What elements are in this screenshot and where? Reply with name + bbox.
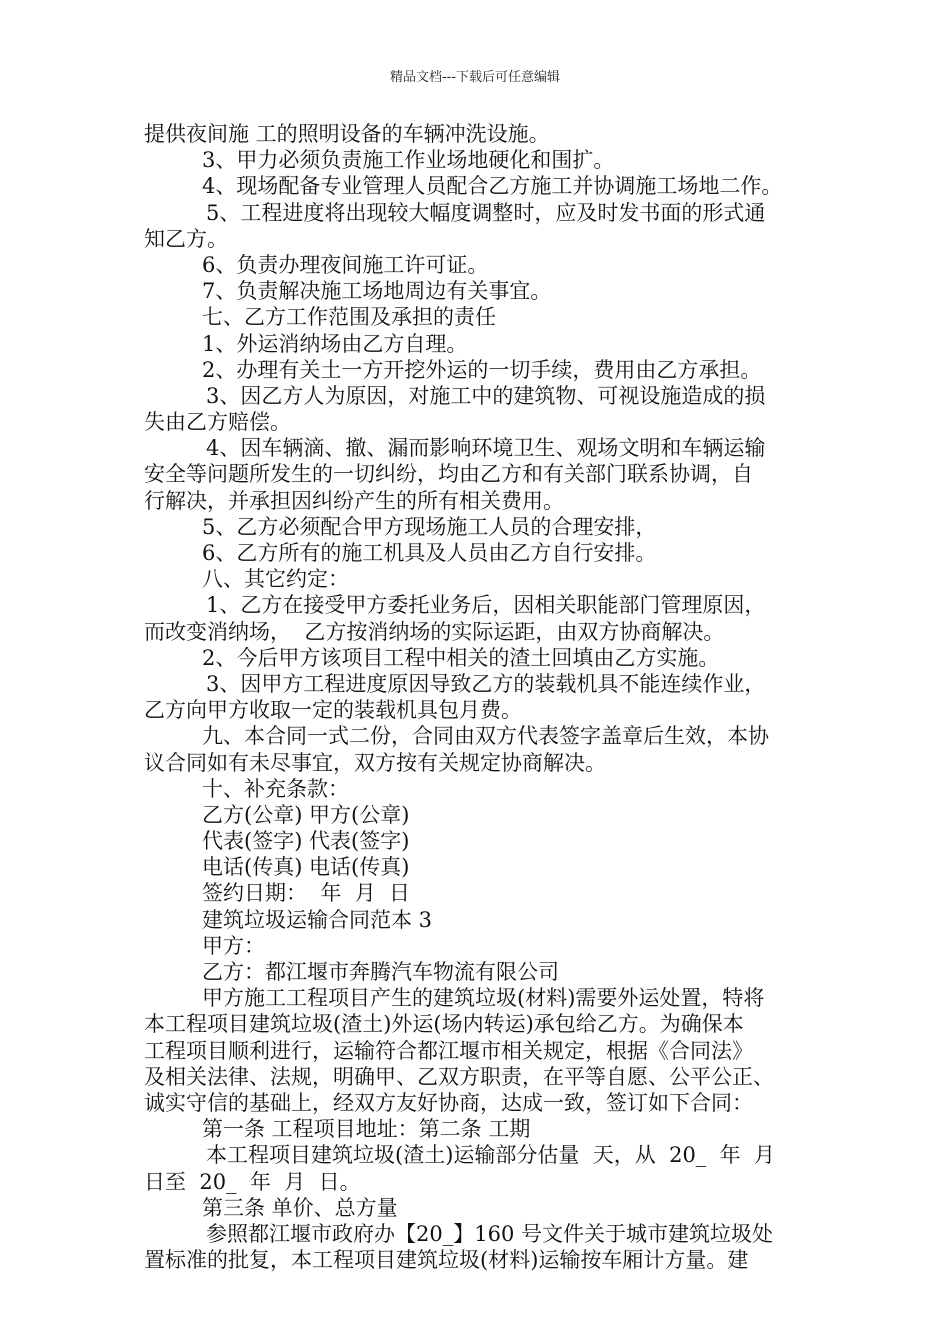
text-line: 3、因乙方人为原因，对施工中的建筑物、可视设施造成的损 bbox=[206, 383, 766, 408]
text-line: 本工程项目建筑垃圾(渣土)运输部分估量 天，从 20_ 年 月 bbox=[206, 1143, 776, 1168]
text-line: 日至 20_ 年 月 日。 bbox=[144, 1169, 361, 1194]
text-line: 签约日期： 年 月 日 bbox=[202, 881, 411, 906]
text-line: 1、乙方在接受甲方委托业务后，因相关职能部门管理原因， bbox=[206, 593, 766, 618]
text-line: 4、现场配备专业管理人员配合乙方施工并协调施工场地二作。 bbox=[202, 174, 783, 199]
text-line: 诚实守信的基础上，经双方友好协商，达成一致，签订如下合同： bbox=[144, 1090, 753, 1115]
text-line: 甲方： bbox=[202, 933, 265, 958]
text-line: 电话(传真) 电话(传真) bbox=[202, 855, 410, 880]
text-line: 而改变消纳场， 乙方按消纳场的实际运距，由双方协商解决。 bbox=[144, 619, 725, 644]
text-line: 安全等问题所发生的一切纠纷，均由乙方和有关部门联系协调，自 bbox=[144, 462, 753, 487]
text-line: 5、乙方必须配合甲方现场施工人员的合理安排， bbox=[202, 514, 657, 539]
text-line: 工程项目顺利进行，运输符合都江堰市相关规定，根据《合同法》 bbox=[144, 1038, 753, 1063]
text-line: 知乙方。 bbox=[144, 226, 228, 251]
text-line: 失由乙方赔偿。 bbox=[144, 410, 291, 435]
text-line: 乙方向甲方收取一定的装载机具包月费。 bbox=[144, 698, 522, 723]
text-line: 九、本合同一式二份，合同由双方代表签字盖章后生效，本协 bbox=[202, 724, 769, 749]
page-header: 精品文档---下载后可任意编辑 bbox=[389, 70, 561, 85]
text-line: 1、外运消纳场由乙方自理。 bbox=[202, 331, 468, 356]
text-line: 本工程项目建筑垃圾(渣土)外运(场内转运)承包给乙方。为确保本 bbox=[144, 1012, 744, 1037]
text-line: 7、负责解决施工场地周边有关事宜。 bbox=[202, 279, 552, 304]
text-line: 2、今后甲方该项目工程中相关的渣土回填由乙方实施。 bbox=[202, 645, 720, 670]
text-line: 八、其它约定： bbox=[202, 567, 349, 592]
text-line: 议合同如有未尽事宜，双方按有关规定协商解决。 bbox=[144, 750, 606, 775]
text-line: 提供夜间施 工的照明设备的车辆冲洗设施。 bbox=[144, 122, 550, 146]
text-line: 5、工程进度将出现较大幅度调整时，应及时发书面的形式通 bbox=[206, 200, 766, 225]
text-line: 3、甲力必须负责施工作业场地硬化和围扩。 bbox=[202, 148, 615, 173]
text-line: 第一条 工程项目地址：第二条 工期 bbox=[202, 1117, 531, 1142]
text-line: 6、负责办理夜间施工许可证。 bbox=[202, 252, 489, 277]
text-line: 2、办理有关土一方开挖外运的一切手续，费用由乙方承担。 bbox=[202, 357, 762, 382]
document-body bbox=[144, 121, 816, 1273]
text-line: 参照都江堰市政府办【20_】160 号文件关于城市建筑垃圾处 bbox=[206, 1221, 773, 1246]
text-line: 6、乙方所有的施工机具及人员由乙方自行安排。 bbox=[202, 541, 657, 565]
text-line: 甲方施工工程项目产生的建筑垃圾(材料)需要外运处置，特将 bbox=[202, 986, 765, 1011]
text-line: 建筑垃圾运输合同范本 3 bbox=[202, 907, 433, 932]
text-line: 七、乙方工作范围及承担的责任 bbox=[202, 305, 496, 330]
text-line: 代表(签字) 代表(签字) bbox=[202, 829, 410, 854]
text-line: 乙方(公章) 甲方(公章) bbox=[202, 802, 410, 827]
text-line: 置标准的批复，本工程项目建筑垃圾(材料)运输按车厢计方量。建 bbox=[144, 1248, 749, 1273]
text-line: 及相关法律、法规，明确甲、乙双方职责，在平等自愿、公平公正、 bbox=[144, 1064, 774, 1089]
text-line: 行解决，并承担因纠纷产生的所有相关费用。 bbox=[144, 488, 564, 513]
text-line: 第三条 单价、总方量 bbox=[202, 1195, 398, 1220]
text-line: 十、补充条款： bbox=[202, 776, 349, 801]
text-line: 乙方：都江堰市奔腾汽车物流有限公司 bbox=[202, 960, 559, 984]
text-line: 4、因车辆滴、撤、漏而影响环境卫生、观场文明和车辆运输 bbox=[206, 436, 766, 461]
text-line: 3、因甲方工程进度原因导致乙方的装载机具不能连续作业， bbox=[206, 671, 766, 696]
